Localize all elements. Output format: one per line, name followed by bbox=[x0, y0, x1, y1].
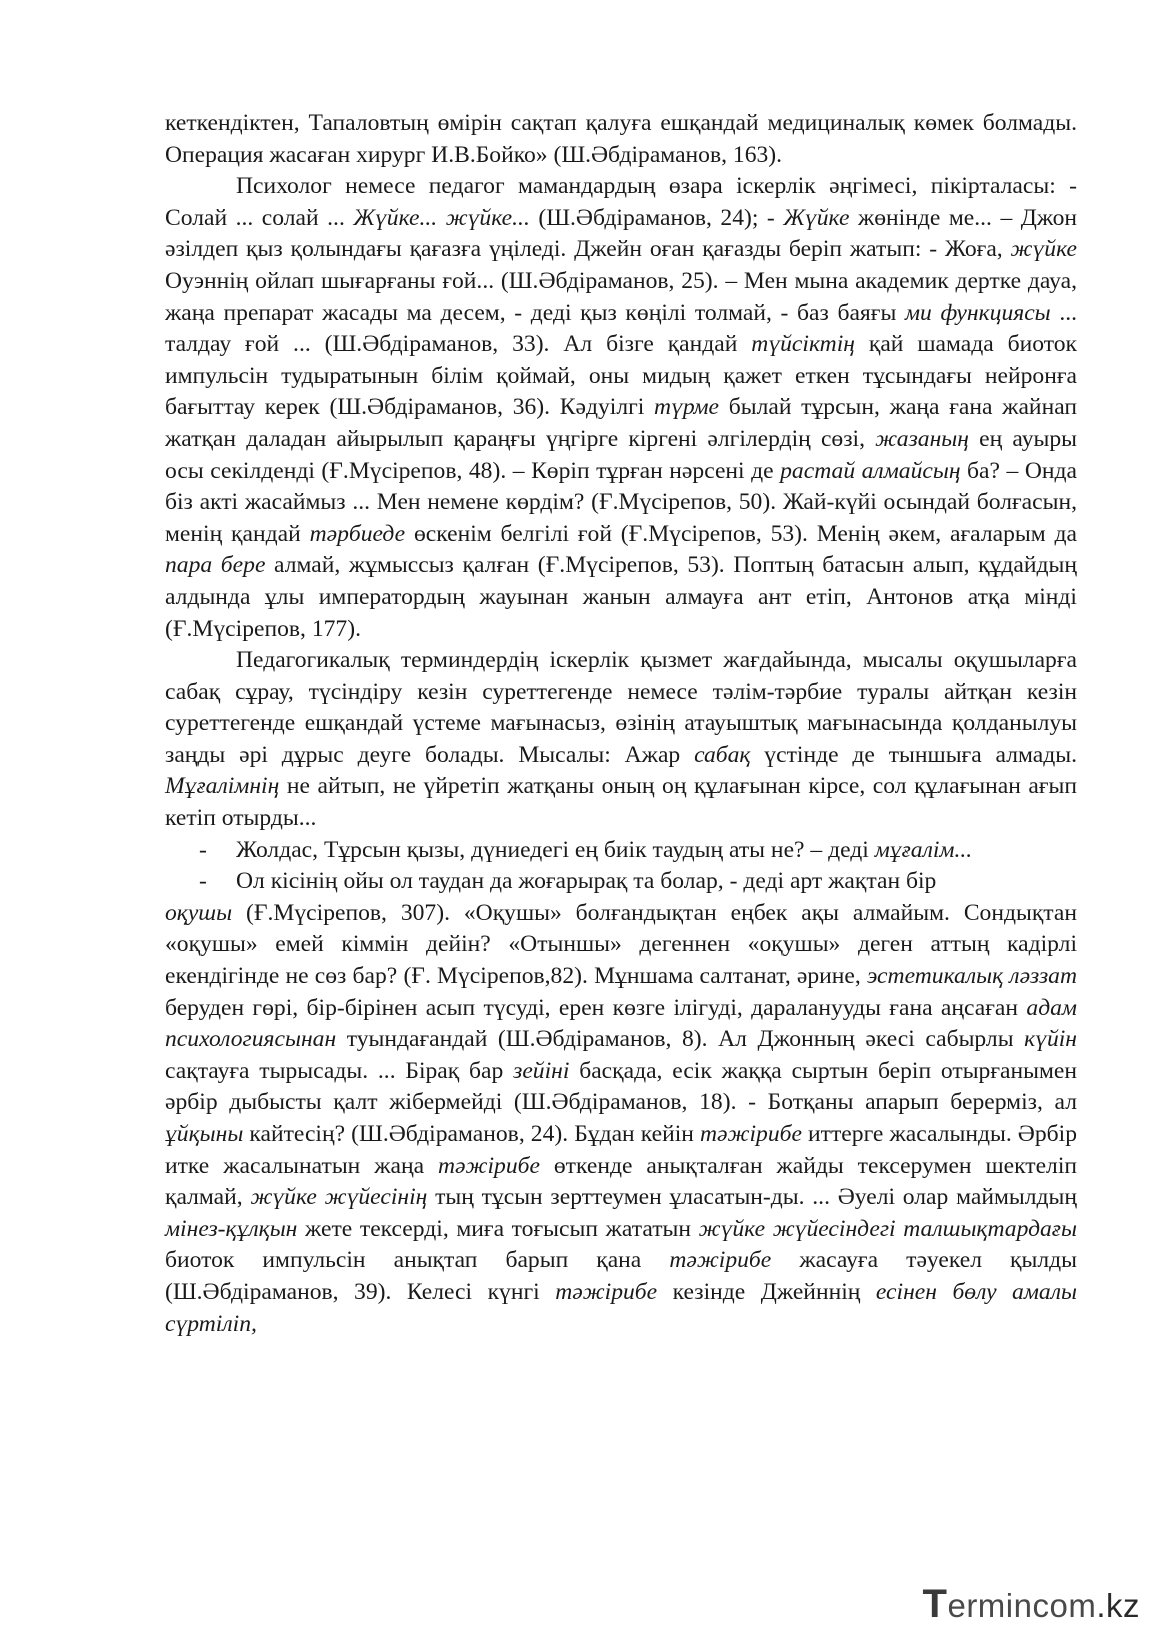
list-dash: - bbox=[199, 868, 207, 895]
list-dash: - bbox=[199, 836, 207, 863]
italic-term: жүйке жүйесіндегі талшықтардағы bbox=[698, 1215, 1077, 1242]
text-run: жөнінде ме... – Джон әзілдеп қыз қолындағы қағазға үңіледі. Джейн оған қағазды беріп жатып: - Жоға, bbox=[165, 204, 1077, 263]
text-run: қай шамада биоток импульсін тудыратынын білім қоймай, оны мидың қажет еткен тұсындағы нейронға бағыттау керек (Ш.Әбдіраманов, 36). Кәдуілгі bbox=[165, 331, 1077, 421]
text-run: (Ш.Әбдіраманов, 24); - bbox=[529, 204, 784, 231]
logo-initial: T bbox=[922, 1582, 948, 1626]
text-run: иттерге жасалынды. Әрбір итке жасалынатын жаңа bbox=[165, 1121, 1077, 1179]
italic-term: тәжірибе bbox=[555, 1278, 658, 1305]
italic-term: оқушы bbox=[165, 899, 233, 926]
italic-term: жазаның bbox=[875, 425, 969, 452]
paragraph bbox=[165, 898, 1077, 1340]
italic-term: тәжірибе bbox=[438, 1152, 540, 1179]
italic-term: Мұғалімнің bbox=[165, 773, 280, 800]
text-run: ... талдау ғой ... (Ш.Әбдіраманов, 33). Ал бізге қандай bbox=[165, 299, 1078, 358]
text-run: басқада, есік жаққа сыртын беріп отырғанымен әрбір дыбысты қалт жібермейді (Ш.Әбдіраманов, 18). - Ботқаны апарып берерміз, ал bbox=[165, 1057, 1078, 1116]
italic-term: тәжірибе bbox=[669, 1247, 772, 1274]
italic-term: зейіні bbox=[513, 1057, 570, 1084]
text-run: былай тұрсын, жаңа ғана жайнап жатқан даладан айырылып қараңғы үңгірге кіргені әлгілердің сөзі, bbox=[165, 394, 1077, 452]
italic-term: жүйке bbox=[1010, 236, 1077, 263]
italic-term: сабақ bbox=[694, 741, 751, 768]
italic-term: түйсіктің bbox=[751, 331, 855, 358]
text-run: биоток импульсін анықтап барып қана bbox=[165, 1247, 670, 1274]
site-logo bbox=[923, 1582, 1140, 1627]
text-run: жасауға тәуекел қылды (Ш.Әбдіраманов, 39). Келесі күнгі bbox=[165, 1247, 1077, 1305]
text-run: Педагогикалық терминдердің іскерлік қызмет жағдайында, мысалы оқушыларға сабақ сұрау, түсіндіру кезін суреттегенде немесе тәлім-тәрбие туралы айтқан кезін суреттегенде ешқандай үстеме мағынасыз, өзінің атауыштық мағынасында қолданылуы заңды әрі дұрыс деуге болады. Мысалы: Ажар bbox=[165, 647, 1077, 768]
text-run: Жолдас, Тұрсын қызы, дүниедегі ең биік таудың аты не? – деді bbox=[236, 836, 875, 863]
text-run: ба? – Онда біз акті жасаймыз ... Мен немене көрдім? (Ғ.Мүсірепов, 50). Жай-күйі осындай болғасын, менің қандай bbox=[165, 457, 1077, 547]
text-run: Ол кісінің ойы ол таудан да жоғарырақ та болар, - деді арт жақтан бір bbox=[236, 868, 937, 895]
italic-term: мінез-құлқын bbox=[165, 1215, 298, 1242]
paragraph bbox=[165, 108, 1077, 171]
paragraph bbox=[165, 171, 1077, 645]
paragraph bbox=[165, 866, 1077, 898]
italic-term: тәрбиеде bbox=[309, 520, 406, 547]
italic-term: эстетикалық ләззат bbox=[866, 963, 1077, 990]
text-run: өскенім белгілі ғой (Ғ.Мүсірепов, 53). Менің әкем, ағаларым да bbox=[405, 520, 1078, 547]
italic-term: есінен бөлу амалы сүртіліп, bbox=[165, 1278, 1077, 1337]
text-run: ең ауыры осы секілденді (Ғ.Мүсірепов, 48). – Көріп тұрған нәрсені де bbox=[165, 425, 1078, 484]
text-run: сақтауға тырысады. ... Бірақ бар bbox=[165, 1057, 514, 1084]
text-run: кезінде Джейннің bbox=[657, 1278, 876, 1305]
text-run: кайтесің? (Ш.Әбдіраманов, 24). Бұдан кейін bbox=[243, 1121, 701, 1147]
text-run: Оуэннің ойлап шығарғаны ғой... (Ш.Әбдіраманов, 25). – Мен мына академик дертке дауа, жаңа препарат жасады ма десем, - деді қыз көңілі толмай, - баз баяғы bbox=[165, 267, 1077, 326]
italic-term: Жүйке bbox=[783, 204, 850, 231]
italic-term: мұғалім... bbox=[874, 836, 973, 863]
text-run: алмай, жұмыссыз қалған (Ғ.Мүсірепов, 53). Поптың батасын алып, құдайдың алдында ұлы императордың жауынан жанын алмауға ант етіп, Антонов атқа мінді (Ғ.Мүсірепов, 177). bbox=[165, 552, 1077, 642]
italic-term: күйін bbox=[1024, 1026, 1077, 1053]
italic-term: түрме bbox=[654, 394, 720, 421]
italic-term: жүйке жүйесінің bbox=[250, 1184, 428, 1211]
italic-term: растай алмайсың bbox=[780, 457, 961, 484]
italic-term: Жүйке... жүйке... bbox=[353, 204, 530, 231]
text-run: тың тұсын зерттеумен ұласатын-ды. ... Әуелі олар маймылдың bbox=[427, 1184, 1077, 1211]
text-run: (Ғ.Мүсірепов, 307). «Оқушы» болғандықтан еңбек ақы алмайым. Сондықтан «оқушы» емей кіммін дейін? «Отыншы» дегеннен «оқушы» деген аттың кадірлі екендігінде не сөз бар? (Ғ. Мүсірепов,82). Мұншама салтанат, әрине, bbox=[165, 899, 1077, 990]
body-text bbox=[165, 108, 1077, 1340]
italic-term: ұйқыны bbox=[165, 1121, 244, 1147]
text-run: Психолог немесе педагог мамандардың өзара іскерлік әңгімесі, пікірталасы: - Солай ... солай ... bbox=[165, 173, 1077, 231]
text-run: беруден гөрі, бір-бірінен асып түсуді, ерен көзге ілігуді, дараланууды ғана аңсаған bbox=[165, 994, 1027, 1021]
text-run: туындағандай (Ш.Әбдіраманов, 8). Ал Джонның әкесі сабырлы bbox=[336, 1026, 1025, 1053]
logo-tld: .kz bbox=[1096, 1587, 1140, 1624]
italic-term: ми функциясы bbox=[904, 299, 1051, 326]
italic-term: тәжірибе bbox=[700, 1121, 802, 1147]
paragraph bbox=[165, 645, 1077, 835]
text-run: не айтып, не үйретіп жатқаны оның оң құлағынан кірсе, сол құлағынан ағып кетіп отырды... bbox=[165, 773, 1077, 832]
paragraph bbox=[165, 835, 1077, 867]
logo-name: ermincom bbox=[947, 1587, 1097, 1624]
text-run: жете тексерді, миға тоғысып жататын bbox=[297, 1215, 699, 1242]
italic-term: адам психологиясынан bbox=[165, 994, 1077, 1053]
italic-term: пара бере bbox=[165, 552, 266, 579]
text-run: кеткендіктен, Тапаловтың өмірін сақтап қалуға ешқандай медициналық көмек болмады. Операция жасаған хирург И.В.Бойко» (Ш.Әбдіраманов, 163). bbox=[165, 110, 1077, 168]
text-run: үстінде де тыншыға алмады. bbox=[750, 741, 1077, 768]
text-run: өткенде анықталған жайды тексерумен шектеліп қалмай, bbox=[165, 1152, 1078, 1211]
